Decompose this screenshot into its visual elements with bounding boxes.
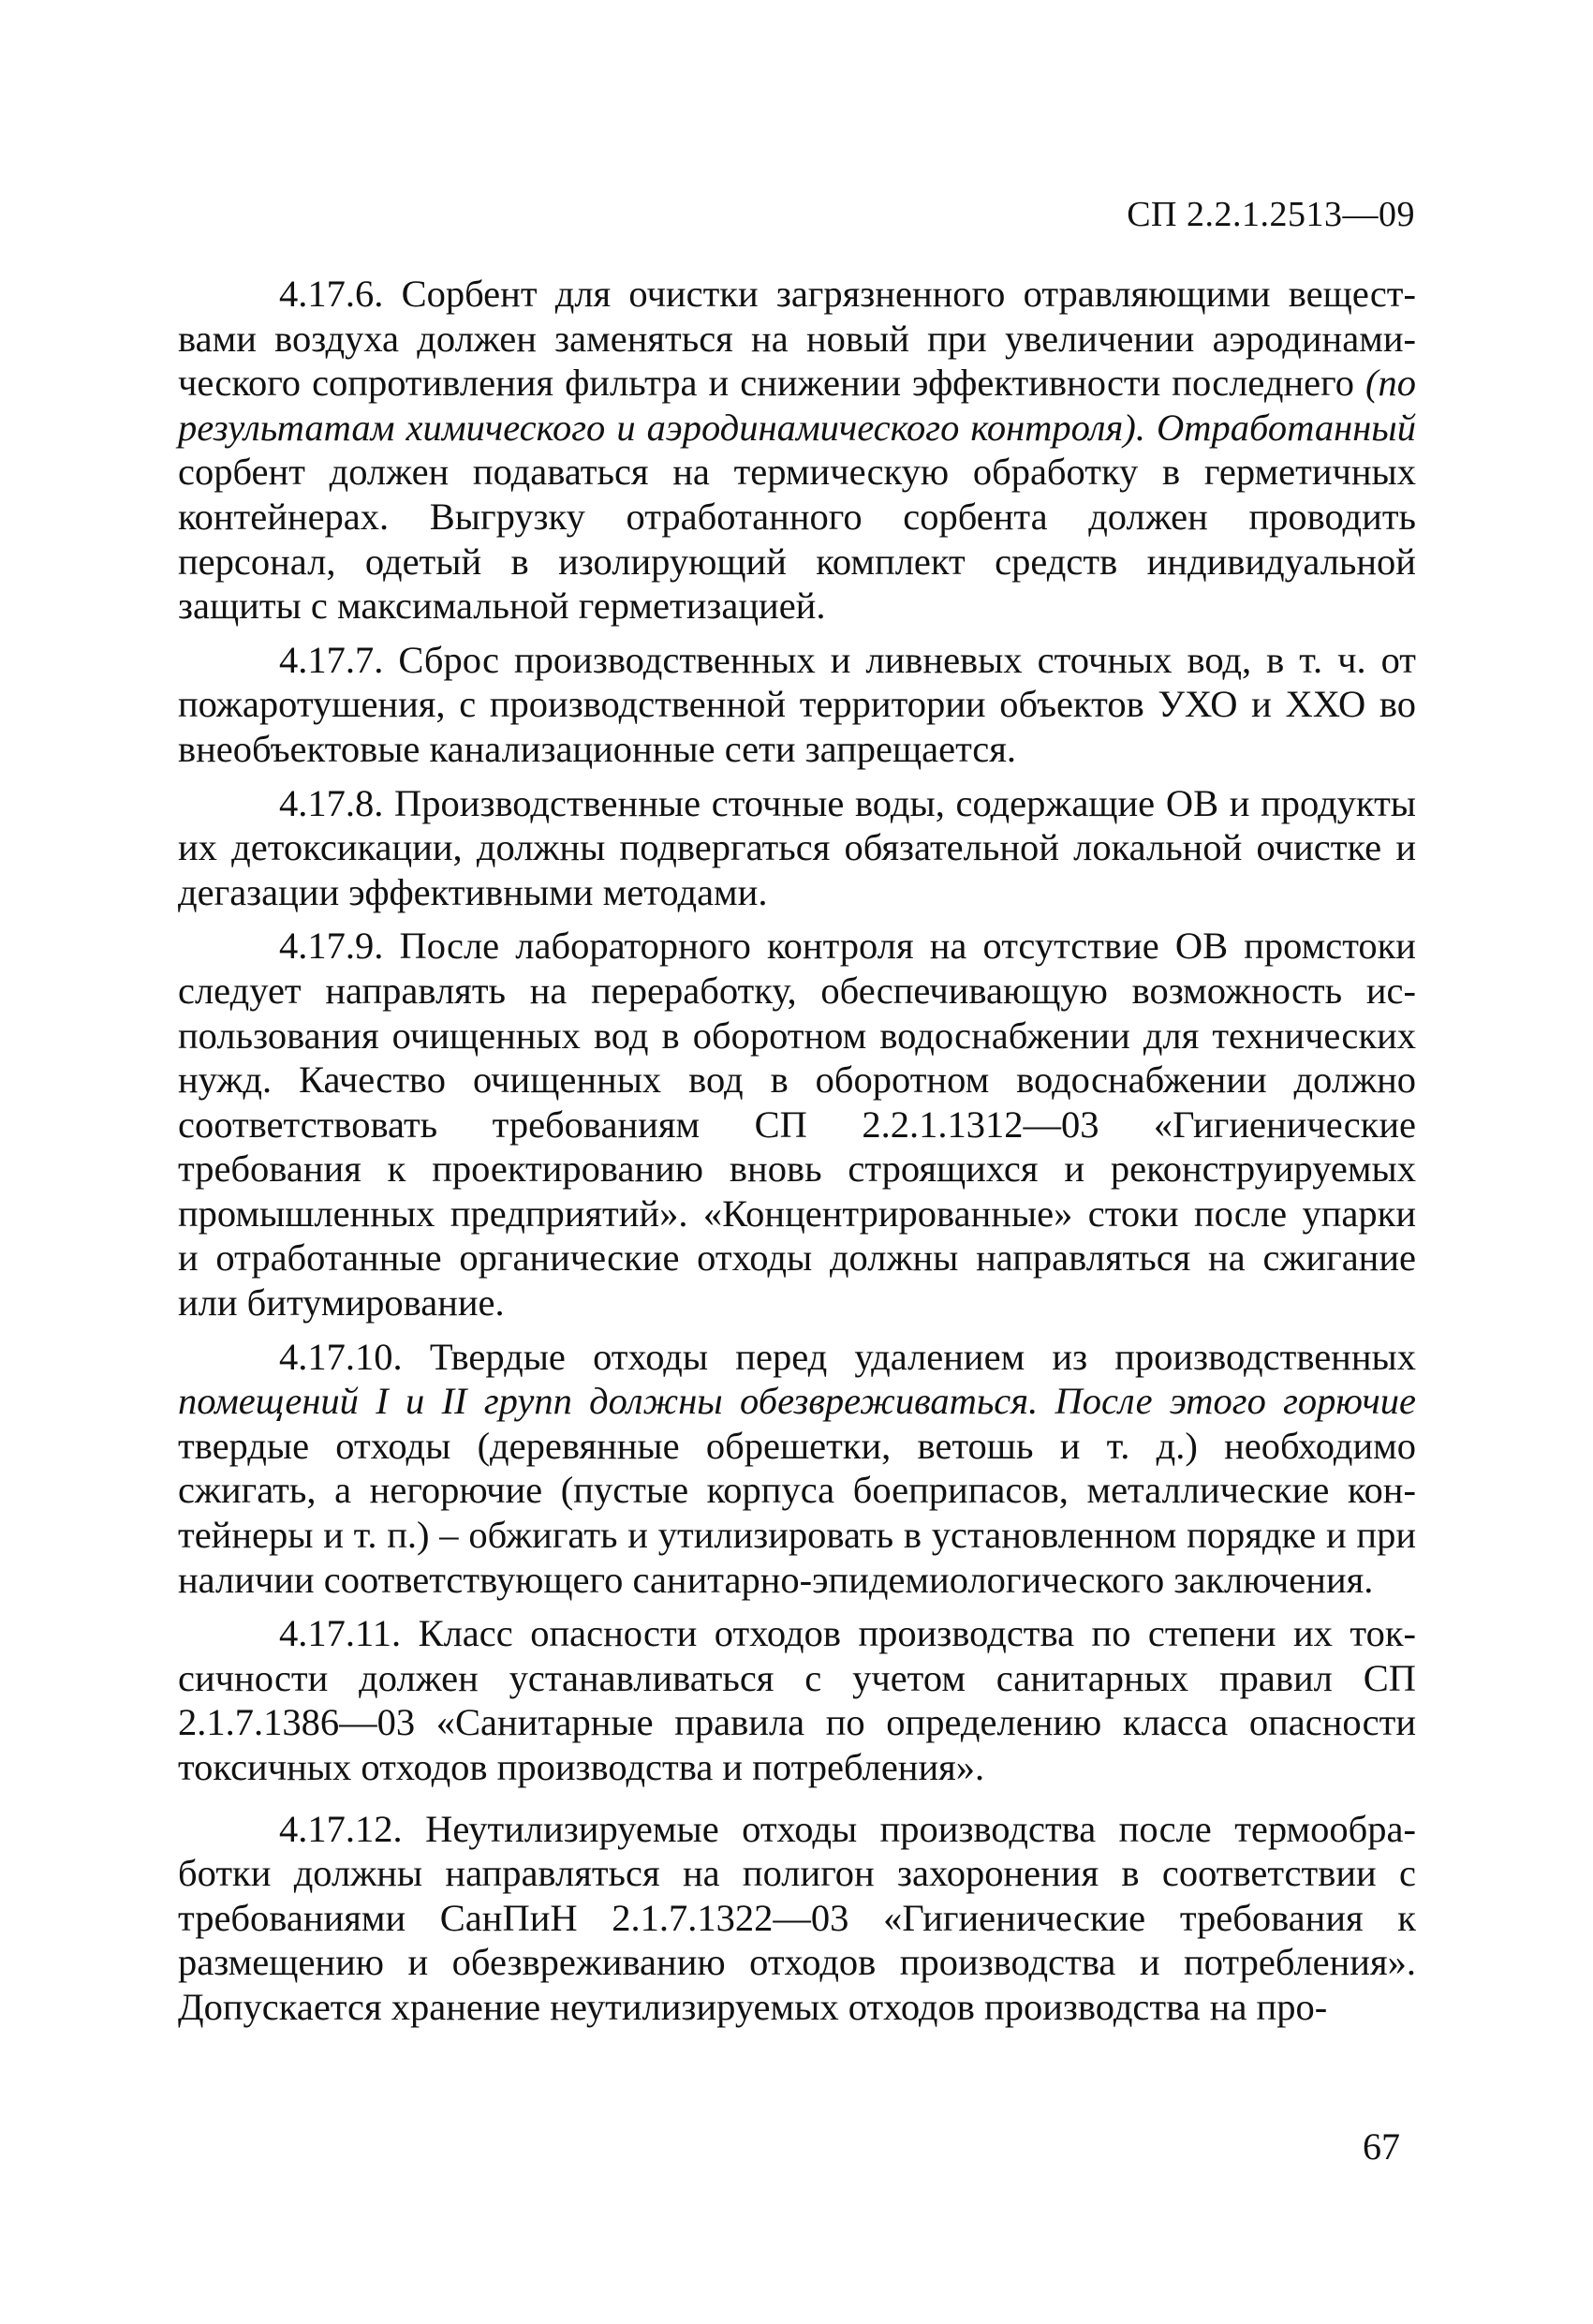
paragraph-text: 4.17.7. Сброс производственных и ливневых сточных вод, в т. ч. от пожаротушения, с производственной территории объектов УХО и ХХО во внеобъектовые канализационные сети запрещается. bbox=[178, 638, 1416, 770]
paragraph-4-17-6 bbox=[178, 272, 1416, 629]
paragraph-4-17-11 bbox=[178, 1611, 1416, 1789]
page-number: 67 bbox=[1363, 2125, 1400, 2168]
paragraph-italic-text: (по результатам химического и аэродинамического контроля). Отработанный bbox=[178, 362, 1416, 449]
paragraph-4-17-10 bbox=[178, 1335, 1416, 1603]
paragraph-text: твердые отходы (деревянные обрешетки, ветошь и т. д.) необходимо сжигать, а негорючие (пустые корпуса боеприпасов, металлические контейнеры и т. п.) – обжигать и утилизировать в установленном порядке и при наличии соответствующего санитарно-эпидемиологического заключения. bbox=[178, 1424, 1416, 1601]
paragraph-text: 4.17.11. Класс опасности отходов производства по степени их токсичности должен устанавливаться с учетом санитарных правил СП 2.1.7.1386—03 «Санитарные правила по определению класса опасности токсичных отходов производства и потребления». bbox=[178, 1612, 1416, 1788]
paragraph-text: 4.17.8. Производственные сточные воды, содержащие ОВ и продукты их детоксикации, должны подвергаться обязательной локальной очистке и дегазации эффективными методами. bbox=[178, 781, 1416, 913]
paragraph-italic-text: помещений I и II групп должны обезвреживаться. После этого горючие bbox=[178, 1380, 1416, 1423]
paragraph-text: 4.17.10. Твердые отходы перед удалением из производственных bbox=[279, 1335, 1416, 1378]
paragraph-text: 4.17.12. Неутилизируемые отходы производства после термообработки должны направляться на полигон захоронения в соответствии с требованиями СанПиН 2.1.7.1322—03 «Гигиенические требования к размещению и обезвреживанию отходов производства и потребления». Допускается хранение неутилизируемых отходов производства на про- bbox=[178, 1807, 1416, 2028]
paragraph-4-17-8 bbox=[178, 781, 1416, 915]
paragraph-4-17-12 bbox=[178, 1807, 1416, 2030]
document-code-header: СП 2.2.1.2513—09 bbox=[1127, 195, 1415, 234]
paragraph-4-17-7 bbox=[178, 638, 1416, 772]
document-body bbox=[178, 272, 1416, 2030]
paragraph-text: сорбент должен подаваться на термическую обработку в герметичных контейнерах. Выгрузку отработанного сорбента должен проводить персонал, одетый в изолирующий комплект средств индивидуальной защиты с максимальной герметизацией. bbox=[178, 451, 1416, 628]
paragraph-text: 4.17.9. После лабораторного контроля на отсутствие ОВ промстоки следует направлять на переработку, обеспечивающую возможность использования очищенных вод в оборотном водоснабжении для технических нужд. Качество очищенных вод в оборотном водоснабжении должно соответствовать требованиям СП 2.2.1.1312—03 «Гигиенические требования к проектированию вновь строящихся и реконструируемых промышленных предприятий». «Концентрированные» стоки после упарки и отработанные органические отходы должны направляться на сжигание или битумирование. bbox=[178, 925, 1416, 1325]
paragraph-text: 4.17.6. Сорбент для очистки загрязненного отравляющими веществами воздуха должен заменяться на новый при увеличении аэродинамического сопротивления фильтра и снижении эффективности последнего bbox=[178, 273, 1416, 405]
paragraph-4-17-9 bbox=[178, 924, 1416, 1325]
